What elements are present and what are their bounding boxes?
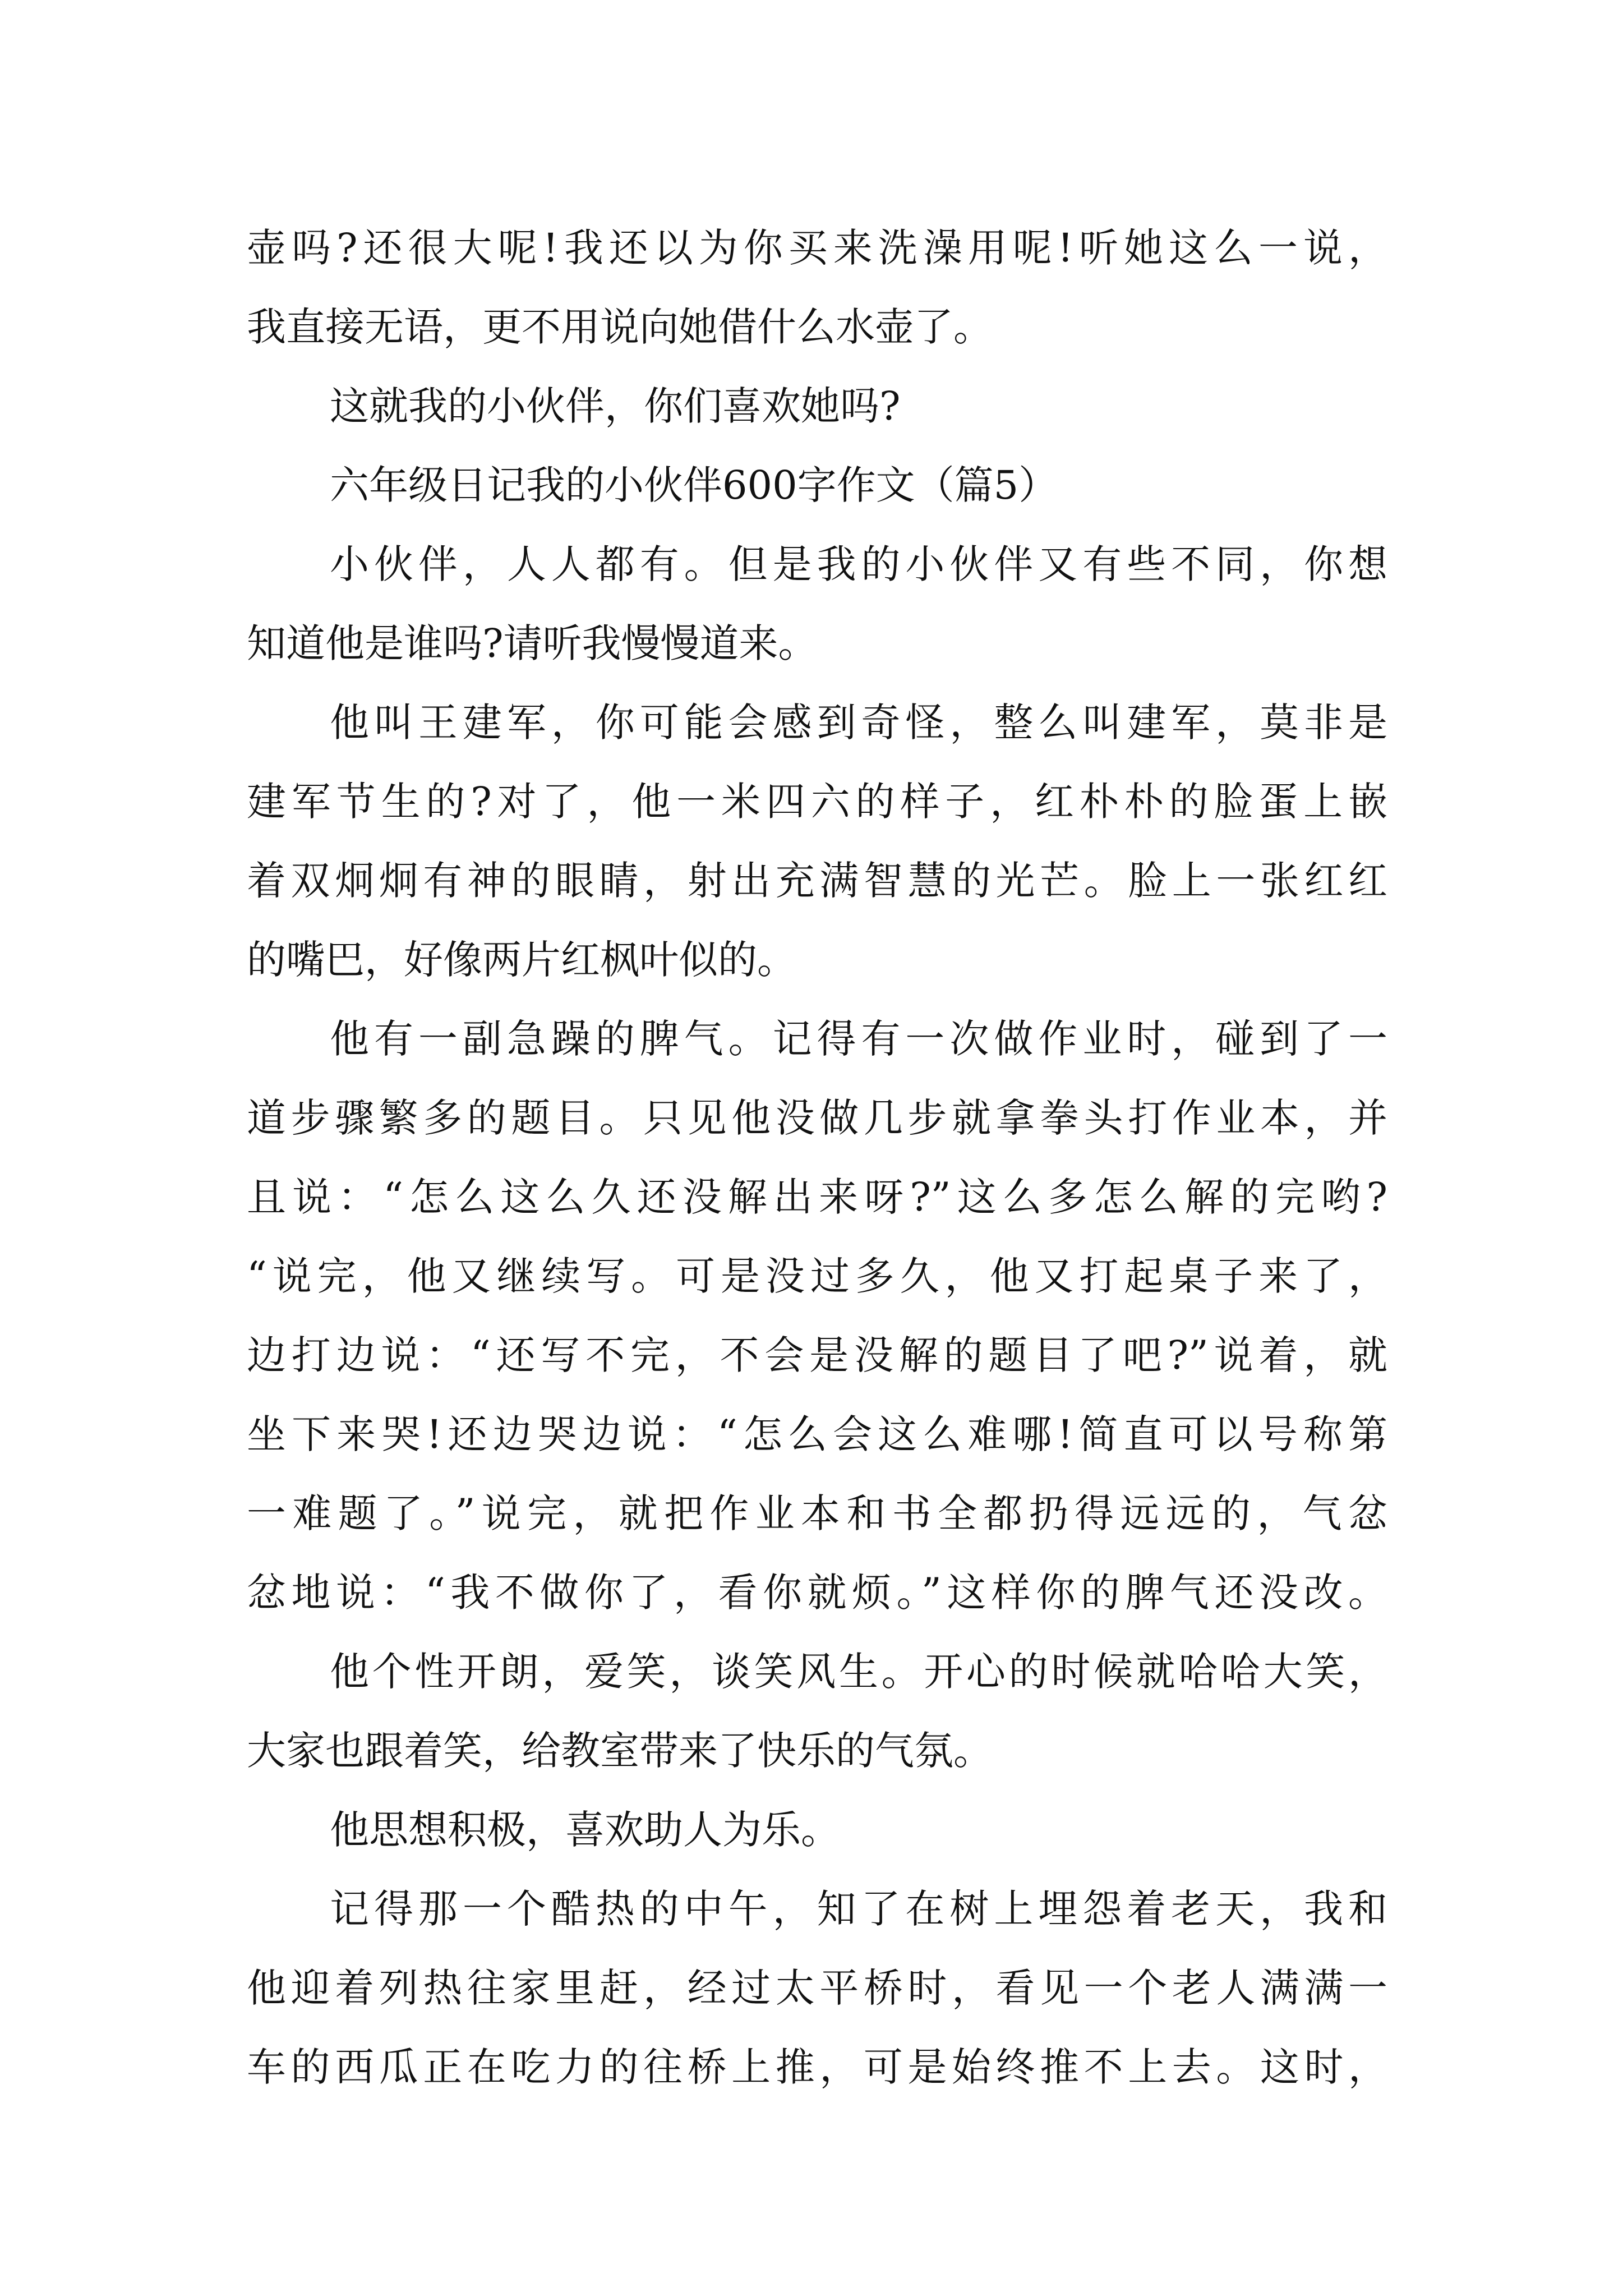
text-line: 知道他是谁吗?请听我慢慢道来。 — [247, 620, 818, 666]
text-line: 坐下来哭!还边哭边说：“怎么会这么难哪!简直可以号称第 — [247, 1411, 1387, 1457]
text-line: 车的西瓜正在吃力的往桥上推，可是始终推不上去。这时， — [247, 2044, 1387, 2090]
text-line: 这就我的小伙伴，你们喜欢她吗? — [330, 383, 901, 429]
text-line: 我直接无语，更不用说向她借什么水壶了。 — [247, 304, 993, 350]
section-heading: 六年级日记我的小伙伴600字作文（篇5） — [330, 462, 1058, 508]
text-line: 忿地说：“我不做你了，看你就烦。”这样你的脾气还没改。 — [247, 1570, 1387, 1616]
text-line: 他个性开朗，爱笑，谈笑风生。开心的时候就哈哈大笑， — [330, 1649, 1387, 1695]
text-line: 建军节生的?对了，他一米四六的样子，红朴朴的脸蛋上嵌 — [247, 779, 1387, 825]
text-line: 壶吗?还很大呢!我还以为你买来洗澡用呢!听她这么一说， — [247, 225, 1387, 271]
text-line: 大家也跟着笑，给教室带来了快乐的气氛。 — [247, 1728, 993, 1774]
text-line: 且说：“怎么这么久还没解出来呀?”这么多怎么解的完哟? — [247, 1174, 1387, 1220]
text-line: 着双炯炯有神的眼睛，射出充满智慧的光芒。脸上一张红红 — [247, 858, 1387, 904]
document-body — [247, 209, 1387, 2107]
text-line: 的嘴巴，好像两片红枫叶似的。 — [247, 937, 796, 983]
text-line: 他思想积极，喜欢助人为乐。 — [330, 1807, 840, 1853]
text-line: “说完，他又继续写。可是没过多久，他又打起桌子来了， — [247, 1253, 1387, 1299]
text-line: 道步骤繁多的题目。只见他没做几步就拿拳头打作业本，并 — [247, 1095, 1387, 1141]
text-line: 他叫王建军，你可能会感到奇怪，整么叫建军，莫非是 — [330, 700, 1387, 746]
text-line: 他有一副急躁的脾气。记得有一次做作业时，碰到了一 — [330, 1016, 1387, 1062]
text-line: 记得那一个酷热的中午，知了在树上埋怨着老天，我和 — [330, 1886, 1387, 1932]
text-line: 他迎着列热往家里赶，经过太平桥时，看见一个老人满满一 — [247, 1965, 1387, 2011]
text-line: 小伙伴，人人都有。但是我的小伙伴又有些不同，你想 — [330, 541, 1387, 587]
text-line: 边打边说：“还写不完，不会是没解的题目了吧?”说着，就 — [247, 1332, 1387, 1378]
text-line: 一难题了。”说完，就把作业本和书全都扔得远远的，气忿 — [247, 1490, 1387, 1536]
